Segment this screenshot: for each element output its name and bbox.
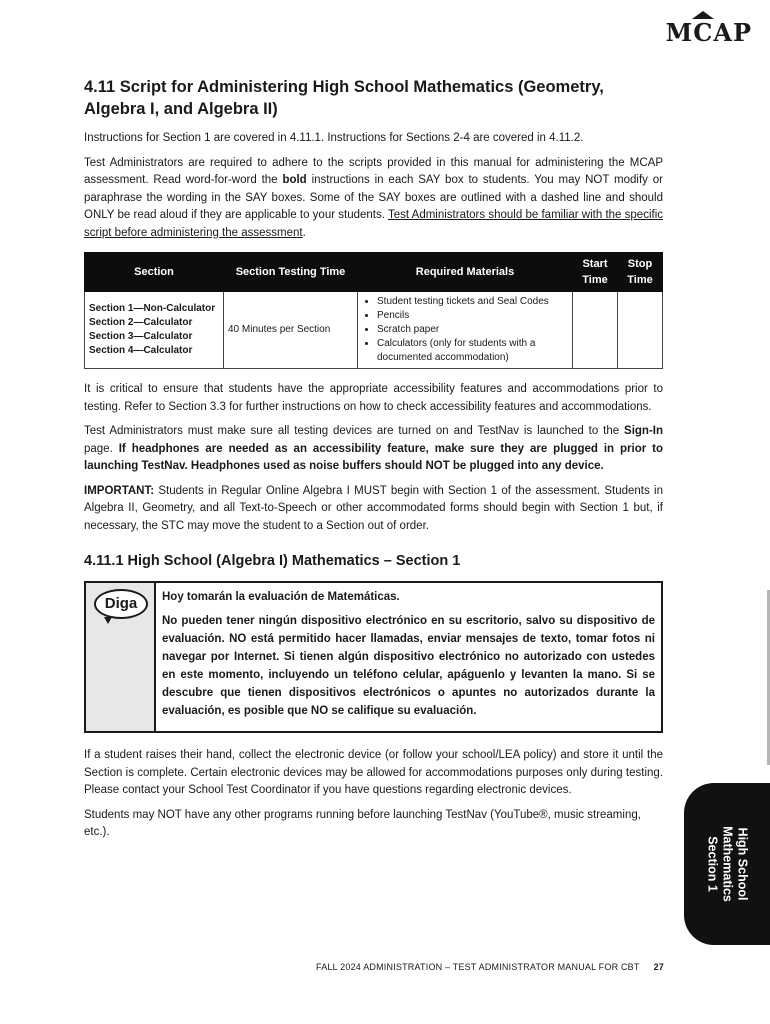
testing-time-cell: 40 Minutes per Section [224,292,358,369]
logo-text: MCAP [665,18,752,47]
say-label-column [86,583,156,731]
programs-paragraph: Students may NOT have any other programs running before launching TestNav (YouTube®, music streaming, etc.). [84,808,641,838]
header-stop-time: Stop Time [618,253,663,292]
say-line: Hoy tomarán la evaluación de Matemáticas. [162,591,400,603]
header-testing-time: Section Testing Time [224,253,358,292]
stop-time-cell [618,292,663,369]
speech-bubble-icon [94,589,148,619]
underlined-text: Test Administrators should be familiar with the specific script before administering the assessment [84,209,663,239]
text-run: instructions in each SAY box to students. You may NOT modify or paraphrase the wording in the SAY boxes. Some of the SAY boxes are outlined with a dashed line and should ONLY be read aloud if they are applicable to your students. [84,174,663,221]
text-run: Test Administrators are required to adhere to the scripts provided in this manual for administering the MCAP assessment. Read word-for-word the [84,156,663,186]
accessibility-paragraph: It is critical to ensure that students have the appropriate accessibility features and accommodations prior to testing. Refer to Section 3.3 for further instructions on how to check accessibility features and accommodations. [84,383,663,413]
footer [316,962,664,972]
side-tab-line: Mathematics [720,826,735,902]
graduation-cap-icon [692,11,714,19]
mcap-logo [666,18,752,47]
materials-list [362,295,568,365]
text-run: Students in Regular Online Algebra I MUST begin with Section 1 of the assessment. Students in Algebra II, Geometry, and all Text-to-Speech or other accommodated forms should begin with Section 1 but, if necessary, the STC may move the student to a Section out of order. [84,484,663,532]
important-label: IMPORTANT: [84,484,155,497]
intro-paragraph: Instructions for Section 1 are covered in 4.11.1. Instructions for Sections 2-4 are covered in 4.11.2. [84,132,584,144]
say-line: No pueden tener ningún dispositivo electrónico en su escritorio, salvo su dispositivo de evaluación. NO está permitido hacer llamadas, enviar mensajes de texto, tomar fotos ni navegar por Internet. Si tienen algún dispositivo electrónico no autorizado con ustedes en este momento, incluyendo un teléfono celular, apáguenlo y levanten la mano. Si se descubre que tienen dispositivos electrónicos o apuntes no autorizados durante la evaluación, es posible que NO se califique su evaluación. [162,615,655,717]
materials-cell [358,292,573,369]
side-tab [684,783,770,945]
instructions-paragraph [84,155,663,243]
text-run: . [302,226,306,239]
bold-text: If headphones are needed as an accessibility feature, make sure they are plugged in prior to launching TestNav. Headphones used as noise buffers should NOT be plugged into any device. [84,442,663,472]
table-header-row [85,253,663,292]
list-item: • Scratch paper [377,323,568,337]
list-item: • Calculators (only for students with a documented accommodation) [377,337,568,365]
subsection-title: 4.11.1 High School (Algebra I) Mathematics – Section 1 [84,553,461,569]
section-item: Section 3—Calculator [89,331,193,342]
section-title: 4.11 Script for Administering High School Mathematics (Geometry, Algebra I, and Algebra II) [84,78,604,118]
bold-text: Sign-In [624,425,663,437]
devices-paragraph [84,423,663,476]
sections-cell [85,292,224,369]
section-item: Section 4—Calculator [89,345,193,356]
footer-text: FALL 2024 ADMINISTRATION – TEST ADMINISTRATOR MANUAL FOR CBT [316,962,640,972]
header-start-time: Start Time [573,253,618,292]
main-content [84,76,663,849]
say-label: Diga [104,595,138,612]
section-item: Section 2—Calculator [89,317,193,328]
header-section: Section [85,253,224,292]
text-run: page. [84,442,119,455]
table-row [85,292,663,369]
section-item: Section 1—Non-Calculator [89,303,216,314]
text-run: Test Administrators must make sure all testing devices are turned on and TestNav is launched to the [84,425,625,437]
page-number: 27 [653,962,664,972]
device-collection-paragraph: If a student raises their hand, collect the electronic device (or follow your school/LEA policy) and store it until the Section is complete. Certain electronic devices may be allowed for accommodations purposes only during testing. Please contact your School Test Coordinator if you have questions regarding electronic devices. [84,749,663,796]
list-item: • Pencils [377,309,568,323]
side-tab-text [705,826,750,902]
start-time-cell [573,292,618,369]
important-paragraph [84,483,663,536]
say-box [84,581,663,733]
header-required-materials: Required Materials [358,253,573,292]
materials-table [84,252,663,369]
list-item: • Student testing tickets and Seal Codes [377,295,568,309]
side-tab-line: High School [735,827,750,901]
say-text [156,583,661,731]
bold-word: bold [282,174,307,186]
side-tab-line: Section 1 [705,836,720,892]
